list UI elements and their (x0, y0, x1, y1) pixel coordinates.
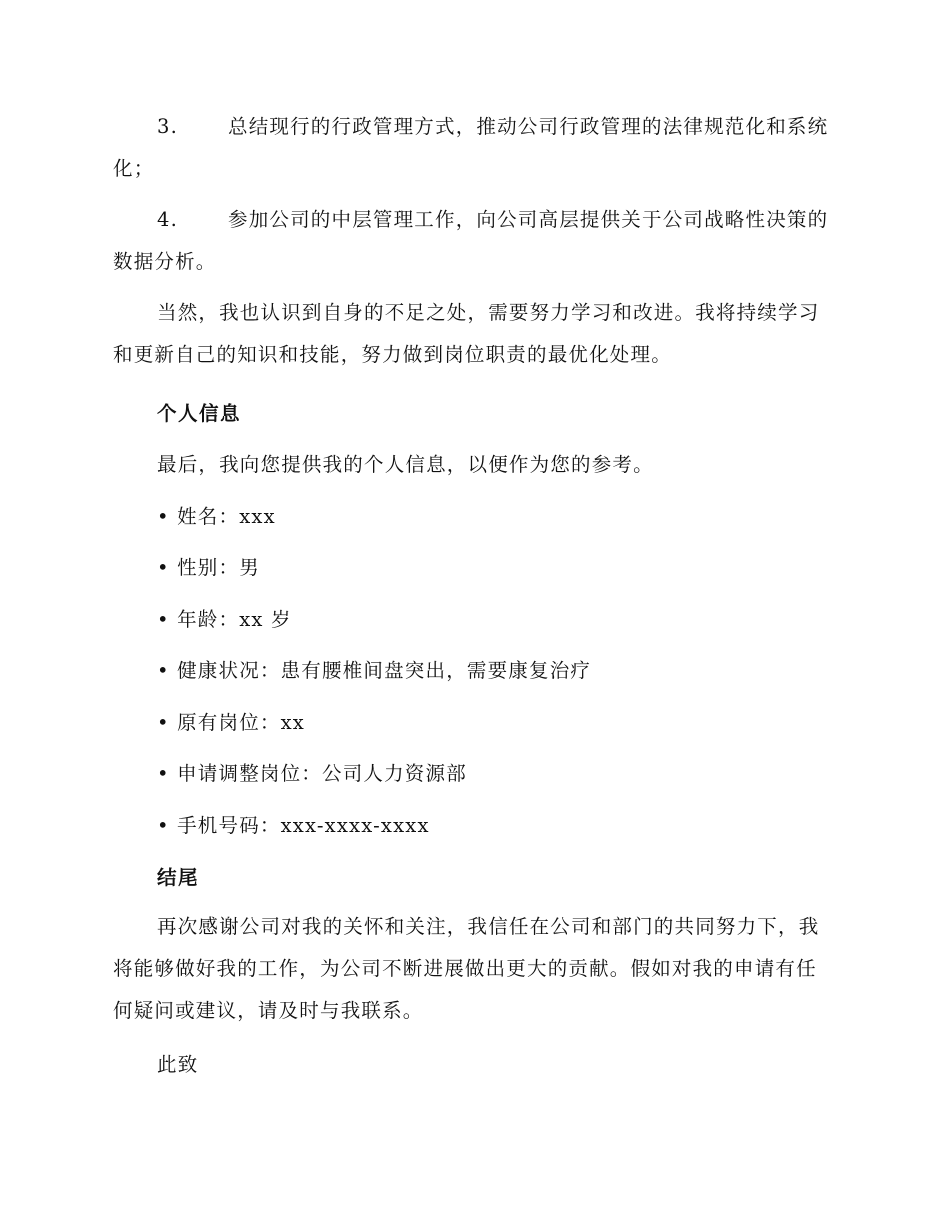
field-original-position: • 原有岗位：xx (157, 711, 305, 734)
field-requested-position: • 申请调整岗位：公司人力资源部 (157, 762, 467, 785)
item-text: 总结现行的行政管理方式，推动公司行政管理的法律规范化和系统化； (113, 115, 829, 180)
paragraph-shortcomings: 当然，我也认识到自身的不足之处，需要努力学习和改进。我将持续学习和更新自己的知识和技能，努力做到岗位职责的最优化处理。 (113, 301, 820, 366)
heading-personal-info: 个人信息 (157, 402, 242, 425)
item-text: 参加公司的中层管理工作，向公司高层提供关于公司战略性决策的数据分析。 (113, 208, 829, 273)
item-number: 4. (157, 208, 179, 231)
field-age: • 年龄：xx 岁 (157, 608, 292, 631)
field-phone: • 手机号码：xxx-xxxx-xxxx (157, 814, 430, 837)
heading-closing: 结尾 (157, 866, 200, 889)
numbered-item-4 (113, 199, 833, 283)
field-name: • 姓名：xxx (157, 505, 276, 528)
salutation: 此致 (157, 1053, 199, 1076)
item-number: 3. (157, 115, 179, 138)
personal-info-intro: 最后，我向您提供我的个人信息，以便作为您的参考。 (157, 453, 654, 476)
numbered-item-3 (113, 106, 833, 190)
field-gender: • 性别：男 (157, 556, 260, 579)
field-health: • 健康状况：患有腰椎间盘突出，需要康复治疗 (157, 659, 592, 682)
closing-body: 再次感谢公司对我的关怀和关注，我信任在公司和部门的共同努力下，我将能够做好我的工作，为公司不断进展做出更大的贡献。假如对我的申请有任何疑问或建议，请及时与我联系。 (113, 915, 820, 1022)
